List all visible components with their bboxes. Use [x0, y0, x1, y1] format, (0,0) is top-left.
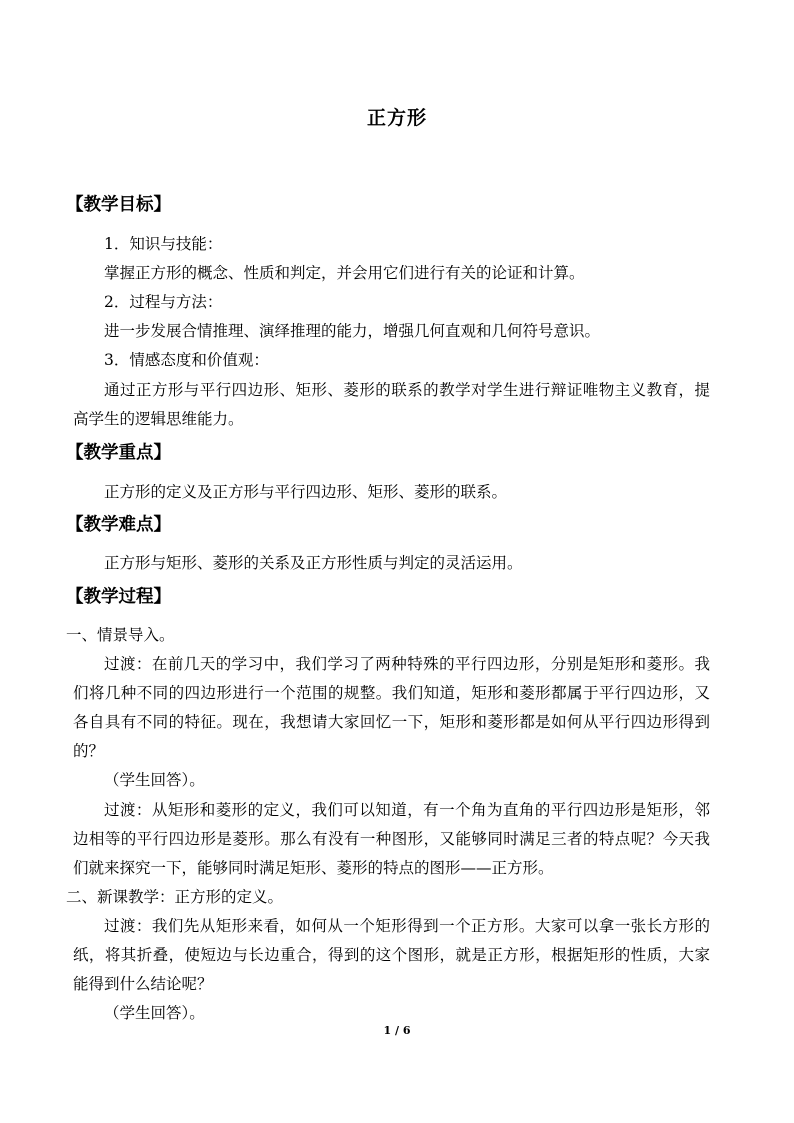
process-part1-student-answer: （学生回答）。 — [104, 771, 205, 789]
process-part2-title: 二、新课教学：正方形的定义。 — [66, 888, 284, 906]
heading-difficulties: 【教学难点】 — [66, 515, 171, 535]
heading-key-points: 【教学重点】 — [66, 443, 171, 463]
objectives-line-6a: 通过正方形与平行四边形、矩形、菱形的联系的教学对学生进行辩证唯物主义教育，提 — [104, 381, 710, 399]
objectives-line-4: 进一步发展合情推理、演绎推理的能力，增强几何直观和几何符号意识。 — [104, 322, 601, 340]
process-part1-para1-line1: 过渡：在前几天的学习中，我们学习了两种特殊的平行四边形，分别是矩形和菱形。我 — [104, 655, 710, 673]
process-part1-para1-line3: 各自具有不同的特征。现在，我想请大家回忆一下，矩形和菱形都是如何从平行四边形得到 — [73, 713, 710, 731]
process-part2-para1-line3: 能得到什么结论呢？ — [73, 975, 213, 993]
difficulties-line-1: 正方形与矩形、菱形的关系及正方形性质与判定的灵活运用。 — [104, 554, 523, 572]
process-part2-para1-line2: 纸，将其折叠，使短边与长边重合，得到的这个图形，就是正方形，根据矩形的性质，大家 — [73, 946, 710, 964]
heading-objectives: 【教学目标】 — [66, 195, 171, 215]
process-part1-para2-line2: 边相等的平行四边形是菱形。那么有没有一种图形，又能够同时满足三者的特点呢？今天我 — [73, 830, 710, 848]
process-part1-para2-line1: 过渡：从矩形和菱形的定义，我们可以知道，有一个角为直角的平行四边形是矩形，邻 — [104, 801, 710, 819]
objectives-line-3: 2．过程与方法： — [104, 293, 223, 311]
process-part1-title: 一、情景导入。 — [66, 626, 175, 644]
process-part1-para1-line2: 们将几种不同的四边形进行一个范围的规整。我们知道，矩形和菱形都属于平行四边形，又 — [73, 684, 710, 702]
objectives-line-5: 3．情感态度和价值观： — [104, 351, 269, 369]
process-part1-para2-line3: 们就来探究一下，能够同时满足矩形、菱形的特点的图形——正方形。 — [73, 859, 554, 877]
objectives-line-1: 1．知识与技能： — [104, 235, 223, 253]
page-title: 正方形 — [366, 107, 427, 129]
key-points-line-1: 正方形的定义及正方形与平行四边形、矩形、菱形的联系。 — [104, 483, 508, 501]
objectives-line-6b: 高学生的逻辑思维能力。 — [73, 410, 244, 428]
process-part2-para1-line1: 过渡：我们先从矩形来看，如何从一个矩形得到一个正方形。大家可以拿一张长方形的 — [104, 917, 710, 935]
page-number: 1 / 6 — [383, 1024, 411, 1037]
objectives-line-2: 掌握正方形的概念、性质和判定，并会用它们进行有关的论证和计算。 — [104, 264, 585, 282]
heading-process: 【教学过程】 — [66, 587, 171, 607]
process-part2-student-answer: （学生回答）。 — [104, 1004, 205, 1022]
process-part1-para1-line4: 的？ — [73, 742, 105, 760]
